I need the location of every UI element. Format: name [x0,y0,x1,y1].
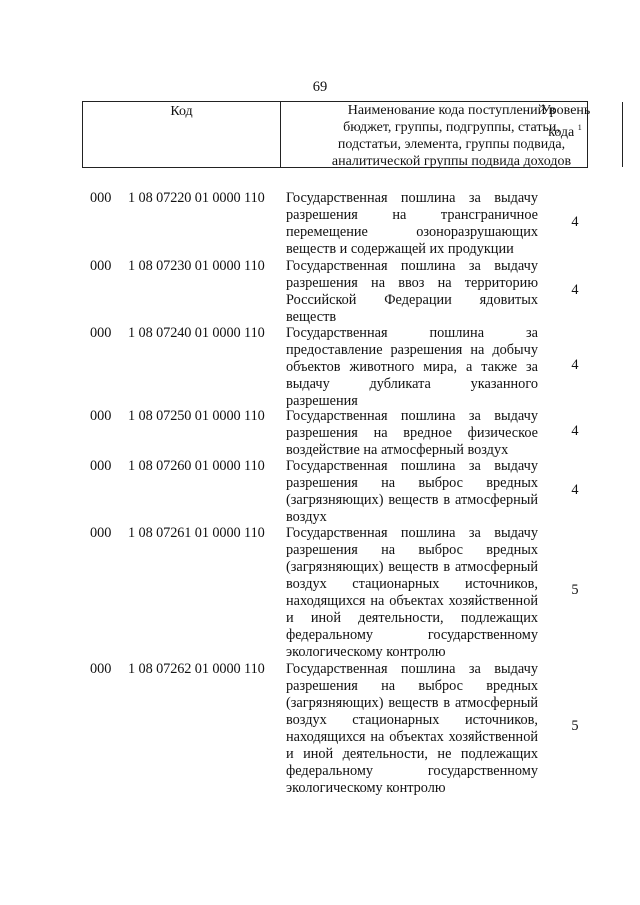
row-name-line: воздух стационарных источников, [286,712,538,728]
row-name-line: находящихся на объектах хозяйственной [286,593,538,609]
row-name-line: экологическому контролю [286,780,446,796]
row-revenue-code: 1 08 07250 01 0000 110 [128,408,265,424]
header-name-line: аналитической группы подвида доходов [331,154,572,169]
row-name-line: перемещение озоноразрушающих [286,224,538,240]
row-name-line: федеральному государственному [286,627,538,643]
header-level [541,102,589,167]
row-name-line: и иной деятельности, не подлежащих [286,746,538,762]
row-admin-code: 000 [90,190,112,206]
row-name [286,325,538,410]
row-name-line: Государственная пошлина за выдачу [286,458,538,474]
row-revenue-code: 1 08 07261 01 0000 110 [128,525,265,541]
row-name-line: разрешения на ввоз на территорию [286,275,538,291]
row-revenue-code: 1 08 07220 01 0000 110 [128,190,265,206]
row-name-line: Государственная пошлина за выдачу [286,190,538,206]
row-level: 4 [571,482,579,498]
header-name-line: подстатьи, элемента, группы подвида, [337,137,566,152]
row-admin-code: 000 [90,258,112,274]
row-name-line: разрешения [286,393,358,409]
header-level-footnote: 1 [577,123,582,132]
row-name [286,458,538,526]
row-level: 4 [571,357,579,373]
row-name-line: разрешения на выброс вредных [286,542,538,558]
row-name [286,258,538,326]
table-header [82,101,591,169]
row-name-line: разрешения на вредное физическое [286,425,538,441]
row-name-line: (загрязняющих) веществ в атмосферный [286,695,538,711]
row-admin-code: 000 [90,325,112,341]
header-level-line1: Уровень [541,103,591,118]
row-revenue-code: 1 08 07240 01 0000 110 [128,325,265,341]
row-name-line: разрешения на трансграничное [286,207,538,223]
row-revenue-code: 1 08 07230 01 0000 110 [128,258,265,274]
header-level-text: кода [548,125,575,140]
row-name-line: Государственная пошлина за выдачу [286,525,538,541]
row-revenue-code: 1 08 07262 01 0000 110 [128,661,265,677]
row-name-line: Российской Федерации ядовитых [286,292,538,308]
row-name-line: разрешения на выброс вредных [286,678,538,694]
row-name-line: Государственная пошлина за выдачу [286,661,538,677]
row-name-line: Государственная пошлина за выдачу [286,408,538,424]
row-name-line: выдачу дубликата указанного [286,376,538,392]
row-level: 5 [571,718,579,734]
row-name-line: предоставление разрешения на добычу [286,342,538,358]
header-name-line: бюджет, группы, подгруппы, статьи, [343,120,560,135]
header-level-line2 [541,119,589,141]
row-name-line: находящихся на объектах хозяйственной [286,729,538,745]
row-admin-code: 000 [90,525,112,541]
row-level: 4 [571,423,579,439]
row-revenue-code: 1 08 07260 01 0000 110 [128,458,265,474]
row-name [286,661,538,797]
row-name-line: разрешения на выброс вредных [286,475,538,491]
row-name [286,525,538,661]
page-number: 69 [312,79,328,95]
row-level: 4 [571,282,579,298]
row-name-line: Государственная пошлина за [286,325,538,341]
row-name-line: Государственная пошлина за выдачу [286,258,538,274]
row-name-line: и иной деятельности, подлежащих [286,610,538,626]
header-code: Код [83,102,281,167]
row-name-line: объектов животного мира, а также за [286,359,538,375]
row-name [286,408,538,459]
row-name-line: веществ [286,309,337,325]
row-name-line: (загрязняющих) веществ в атмосферный [286,492,538,508]
row-name-line: воздух стационарных источников, [286,576,538,592]
row-name-line: воздействие на атмосферный воздух [286,442,509,458]
row-name-line: экологическому контролю [286,644,446,660]
header-name-line: Наименование кода поступлений в [347,103,556,118]
row-admin-code: 000 [90,458,112,474]
row-admin-code: 000 [90,661,112,677]
row-name-line: (загрязняющих) веществ в атмосферный [286,559,538,575]
row-name [286,190,538,258]
row-admin-code: 000 [90,408,112,424]
row-name-line: федеральному государственному [286,763,538,779]
row-name-line: воздух [286,509,327,525]
row-level: 5 [571,582,579,598]
row-name-line: веществ и содержащей их продукции [286,241,514,257]
row-level: 4 [571,214,579,230]
